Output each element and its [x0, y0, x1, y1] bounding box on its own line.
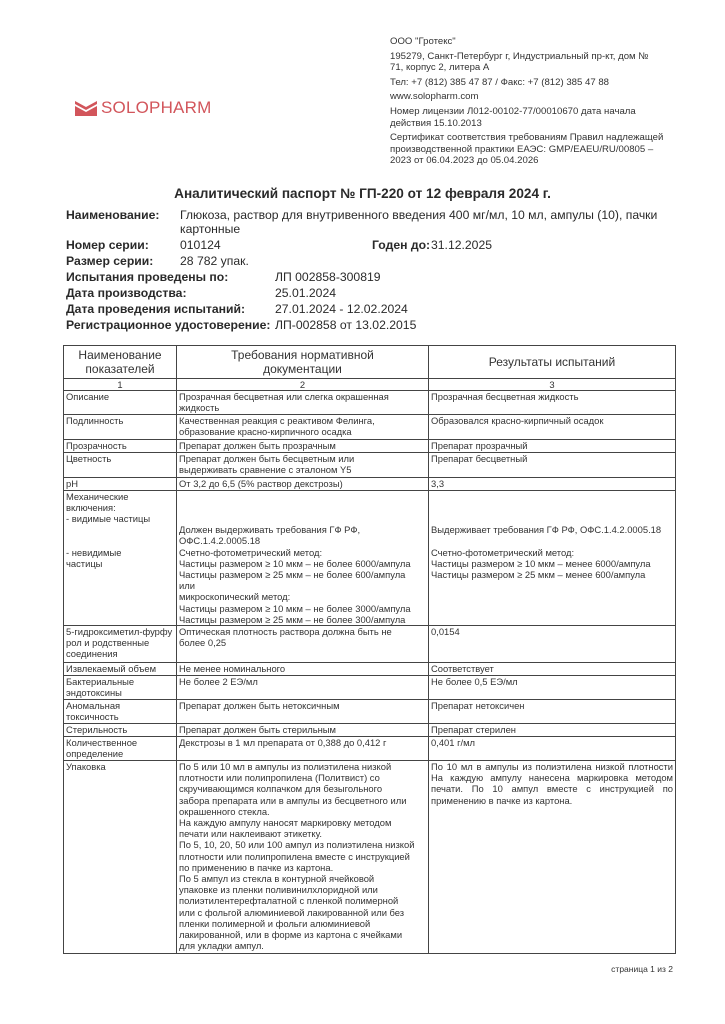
requirement-cell: По 5 или 10 мл в ампулы из полиэтилена низкой плотности или полипропилена (Политвист) со скручивающимся колпачком для безыгольного забора препарата или в ампулы из бесцветного или окрашенного стекла. На каждую ампулу наносят маркировку методом печати или наклеивают этикетку. По 5, 10, 20, 50 или 100 ампул из полиэтилена низкой плотности или полипропилена вместе с инструкцией по применению в пачке из картона. По 5 ампул из стекла в контурной ячейковой упаковке из пленки поливинилхлоридной или полиэтилентерефталатной с пленкой полимерной или с фольгой алюминиевой лакированной или без пленки полимерной и фольги алюминиевой лакированной, или в форме из картона с ячейками для укладки ампул. [177, 761, 429, 954]
table-row [64, 477, 676, 490]
indicator-cell: Количественное определение [64, 737, 177, 761]
result-cell: Прозрачная бесцветная жидкость [429, 391, 676, 414]
production-date-label: Дата производства: [66, 286, 187, 300]
result-cell: Выдерживает требования ГФ РФ, ОФС.1.4.2.0005.18 Счетно-фотометрический метод: Частицы размером ≥ 10 мкм – менее 6000/ампула Частицы размером ≥ 25 мкм – менее 600/ампула [429, 490, 676, 625]
indicator-cell: Бактериальные эндотоксины [64, 676, 177, 700]
table-row [64, 700, 676, 724]
table-header-row [64, 346, 676, 379]
column-number: 1 [64, 379, 177, 391]
indicator-cell: Стерильность [64, 724, 177, 737]
result-cell: Не более 0,5 ЕЭ/мл [429, 676, 676, 700]
indicator-cell: pH [64, 477, 177, 490]
indicator-cell: Цветность [64, 452, 177, 477]
result-cell: Препарат стерилен [429, 724, 676, 737]
column-number: 2 [177, 379, 429, 391]
test-dates-value: 27.01.2024 - 12.02.2024 [275, 302, 408, 316]
column-number: 3 [429, 379, 676, 391]
test-dates-label: Дата проведения испытаний: [66, 302, 246, 316]
indicator-cell: Описание [64, 391, 177, 414]
header-indicator: Наименование показателей [64, 346, 177, 379]
result-cell: Образовался красно-кирпичный осадок [429, 414, 676, 439]
company-certificate: Сертификат соответствия требованиям Правил надлежащей производственной практики ЕАЭС: GMP/EAEU/RU/00805 – 2023 от 06.04.2023 до 05.04.2026 [390, 132, 664, 167]
column-number-row [64, 379, 676, 391]
logo-text: SOLOPHARM [101, 98, 212, 117]
company-info [390, 36, 680, 170]
result-cell: 0,401 г/мл [429, 737, 676, 761]
table-row [64, 414, 676, 439]
tested-by-label: Испытания проведены по: [66, 270, 229, 284]
table-row [64, 439, 676, 452]
table-row [64, 663, 676, 676]
requirement-cell: Не более 2 ЕЭ/мл [177, 676, 429, 700]
registration-value: ЛП-002858 от 13.02.2015 [275, 318, 417, 332]
indicator-cell: Извлекаемый объем [64, 663, 177, 676]
company-phone: Тел: +7 (812) 385 47 87 / Факс: +7 (812) 385 47 88 [390, 76, 610, 88]
requirement-cell: Препарат должен быть бесцветным или выдерживать сравнение с эталоном Y5 [177, 452, 429, 477]
registration-label: Регистрационное удостоверение: [66, 318, 271, 332]
company-license: Номер лицензии Л012-00102-77/00010670 дата начала действия 15.10.2013 [390, 105, 636, 129]
requirement-cell: Не менее номинального [177, 663, 429, 676]
name-label: Наименование: [66, 208, 160, 222]
requirement-cell: Прозрачная бесцветная или слегка окрашенная жидкость [177, 391, 429, 414]
result-cell: Препарат бесцветный [429, 452, 676, 477]
requirement-cell: Оптическая плотность раствора должна быть не более 0,25 [177, 626, 429, 663]
header-requirements: Требования нормативной документации [177, 346, 429, 379]
indicator-cell: Упаковка [64, 761, 177, 954]
requirement-cell: Должен выдерживать требования ГФ РФ, ОФС.1.4.2.0005.18 Счетно-фотометрический метод: Частицы размером ≥ 10 мкм – не более 6000/ампула Частицы размером ≥ 25 мкм – не более 600/ампула или микроскопический метод: Частицы размером ≥ 10 мкм – не более 3000/ампула Частицы размером ≥ 25 мкм – не более 300/ампула [177, 490, 429, 625]
result-cell: 0,0154 [429, 626, 676, 663]
size-label: Размер серии: [66, 254, 154, 268]
requirement-cell: Препарат должен быть нетоксичным [177, 700, 429, 724]
requirement-cell: От 3,2 до 6,5 (5% раствор декстрозы) [177, 477, 429, 490]
table-row [64, 490, 676, 625]
company-logo [75, 98, 211, 118]
table-row [64, 391, 676, 414]
company-website[interactable]: www.solopharm.com [390, 91, 479, 103]
table-row [64, 737, 676, 761]
solopharm-logo-icon [75, 101, 97, 116]
size-value: 28 782 упак. [180, 254, 249, 268]
batch-value: 010124 [180, 238, 221, 252]
indicator-cell: Прозрачность [64, 439, 177, 452]
table-row [64, 724, 676, 737]
name-value: Глюкоза, раствор для внутривенного введения 400 мг/мл, 10 мл, ампулы (10), пачки картонные [180, 208, 658, 236]
requirement-cell: Декстрозы в 1 мл препарата от 0,388 до 0,412 г [177, 737, 429, 761]
requirement-cell: Препарат должен быть стерильным [177, 724, 429, 737]
company-address: 195279, Санкт-Петербург г, Индустриальный пр-кт, дом № 71, корпус 2, литера А [390, 50, 649, 74]
batch-label: Номер серии: [66, 238, 149, 252]
result-cell: По 10 мл в ампулы из полиэтилена низкой плотности На каждую ампулу нанесена маркировка методом печати. По 10 ампул вместе с инструкцией по применению в пачке из картона. [429, 761, 676, 954]
result-cell: Препарат нетоксичен [429, 700, 676, 724]
table-row [64, 626, 676, 663]
header-results: Результаты испытаний [429, 346, 676, 379]
indicator-cell: Аномальная токсичность [64, 700, 177, 724]
indicator-cell: Механические включения: - видимые частицы - невидимые частицы [64, 490, 177, 625]
table-row [64, 452, 676, 477]
document-title: Аналитический паспорт № ГП-220 от 12 февраля 2024 г. [174, 186, 551, 201]
requirement-cell: Препарат должен быть прозрачным [177, 439, 429, 452]
test-results-table [63, 345, 676, 954]
result-cell: Соответствует [429, 663, 676, 676]
indicator-cell: Подлинность [64, 414, 177, 439]
production-date-value: 25.01.2024 [275, 286, 336, 300]
result-cell: Препарат прозрачный [429, 439, 676, 452]
table-row [64, 761, 676, 954]
result-cell: 3,3 [429, 477, 676, 490]
table-row [64, 676, 676, 700]
requirement-cell: Качественная реакция с реактивом Фелинга, образование красно-кирпичного осадка [177, 414, 429, 439]
page-number: страница 1 из 2 [611, 964, 673, 974]
company-name: ООО "Гротекс" [390, 36, 456, 47]
expiry-label: Годен до: [372, 238, 431, 252]
indicator-cell: 5-гидроксиметил-фурфу рол и родственные соединения [64, 626, 177, 663]
expiry-value: 31.12.2025 [431, 238, 492, 252]
tested-by-value: ЛП 002858-300819 [275, 270, 381, 284]
